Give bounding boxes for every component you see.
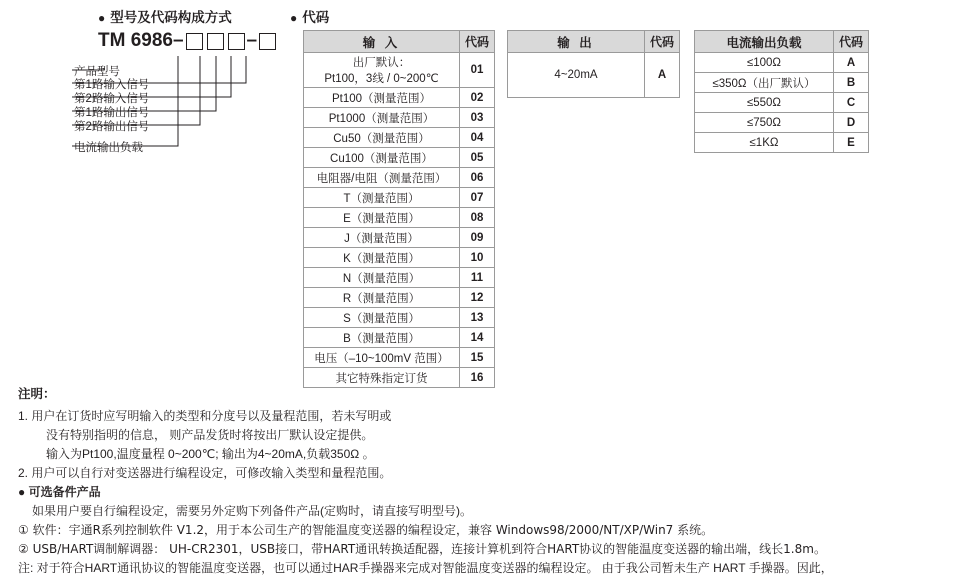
input-row-name: Pt1000（测量范围） [304,108,460,128]
table-row [304,208,495,228]
model-label-4: 第2路输出信号 [74,121,150,133]
table-row [695,53,869,73]
model-label-1: 第1路输入信号 [74,79,150,91]
load-row-name: ≤350Ω（出厂默认） [695,73,834,93]
bullet-icon: ● [290,11,298,25]
table-row [304,188,495,208]
table-row [304,328,495,348]
input-row-name: Pt100（测量范围） [304,88,460,108]
load-row-code: B [834,73,869,93]
output-row-code: A [645,53,680,98]
input-row-name: N（测量范围） [304,268,460,288]
model-code-line [98,30,278,52]
output-header-code: 代码 [645,31,680,53]
model-box-1[interactable] [186,33,203,50]
optional-item-2: ② USB/HART调制解调器： UH-CR2301，USB接口，带HART通讯转换适配器，连接计算机到符合HART协议的智能温度变送器的输出端，线长1.8m。 [18,542,826,556]
input-row-code: 01 [460,53,495,88]
input-row-name: J（测量范围） [304,228,460,248]
load-row-code: A [834,53,869,73]
model-label-2: 第2路输入信号 [74,93,150,105]
input-row-name: R（测量范围） [304,288,460,308]
model-label-0: 产品型号 [74,66,120,78]
optional-parts-title-label: 可选备件产品 [28,485,101,499]
load-row-code: D [834,113,869,133]
table-row [304,53,495,88]
bullet-icon: ● [98,11,106,25]
table-row [304,348,495,368]
table-row [304,228,495,248]
optional-item-1: ① 软件：宇通R系列控制软件 V1.2，用于本公司生产的智能温度变送器的编程设定，兼容 Windows98/2000/NT/XP/Win7 系统。 [18,523,714,537]
model-code-composition [98,30,278,52]
note-1-line-2: 没有特别指明的信息， 则产品发货时将按出厂默认设定提供。 [46,428,374,442]
input-row-name: Cu100（测量范围） [304,148,460,168]
model-label-5: 电流输出负载 [74,142,143,154]
input-row-code: 09 [460,228,495,248]
model-leader-diagram [60,56,320,166]
input-row-code: 10 [460,248,495,268]
input-row-code: 16 [460,368,495,388]
notes-title: 注明： [18,387,56,401]
input-row-name: 电压（–10~100mV 范围） [304,348,460,368]
model-label-3: 第1路输出信号 [74,107,150,119]
section-heading-code-label: 代码 [302,10,330,25]
model-dash: – [246,30,258,51]
model-box-4[interactable] [259,33,276,50]
optional-parts-intro: 如果用户要自行编程设定，需要另外定购下列备件产品(定购时，请直接写明型号)。 [32,504,472,518]
input-row-name: S（测量范围） [304,308,460,328]
load-row-code: C [834,93,869,113]
load-table-body [695,31,869,153]
input-row-code: 12 [460,288,495,308]
input-row-code: 14 [460,328,495,348]
table-row [304,108,495,128]
table-header-row [508,31,680,53]
input-row-name: 出厂默认： Pt100，3线 / 0~200℃ [304,53,460,88]
table-row [304,128,495,148]
input-row-code: 13 [460,308,495,328]
input-row-code: 15 [460,348,495,368]
optional-parts-title [18,483,958,502]
input-header-name: 输 入 [304,31,460,53]
note-2: 2. 用户可以自行对变送器进行编程设定，可修改输入类型和量程范围。 [18,466,392,480]
table-row [508,53,680,98]
current-output-load-table [694,30,869,153]
output-code-table [507,30,680,98]
input-code-table [303,30,495,388]
input-row-name: E（测量范围） [304,208,460,228]
input-row-code: 07 [460,188,495,208]
input-row-code: 02 [460,88,495,108]
input-header-code: 代码 [460,31,495,53]
section-heading-model-label: 型号及代码构成方式 [110,10,232,25]
input-row-name: B（测量范围） [304,328,460,348]
section-heading-model [98,6,232,26]
section-heading-code [290,6,329,26]
input-row-code: 05 [460,148,495,168]
input-row-code: 11 [460,268,495,288]
output-header-name: 输 出 [508,31,645,53]
table-row [304,268,495,288]
load-row-code: E [834,133,869,153]
table-row [304,148,495,168]
output-row-name: 4~20mA [508,53,645,98]
input-row-name: 其它特殊指定订货 [304,368,460,388]
table-row [304,288,495,308]
note-1-line-1: 1. 用户在订货时应写明输入的类型和分度号以及量程范围，若未写明或 [18,409,392,423]
note-1-line-3: 输入为Pt100,温度量程 0~200℃; 输出为4~20mA,负载350Ω 。 [46,447,375,461]
table-header-row [695,31,869,53]
table-row [695,93,869,113]
load-header-name: 电流输出负载 [695,31,834,53]
input-row-code: 03 [460,108,495,128]
model-box-2[interactable] [207,33,224,50]
model-prefix: TM 6986– [98,30,184,51]
load-row-name: ≤100Ω [695,53,834,73]
input-row-name: Cu50（测量范围） [304,128,460,148]
input-row-name: K（测量范围） [304,248,460,268]
table-row [304,88,495,108]
input-row-name: 电阻器/电阻（测量范围） [304,168,460,188]
input-table-body [304,31,495,388]
output-table-body [508,31,680,98]
input-row-name: T（测量范围） [304,188,460,208]
load-row-name: ≤1KΩ [695,133,834,153]
input-row-code: 06 [460,168,495,188]
table-header-row [304,31,495,53]
notes-section [18,385,958,578]
table-row [304,168,495,188]
table-row [304,248,495,268]
table-row [695,73,869,93]
table-row [304,308,495,328]
input-row-code: 04 [460,128,495,148]
table-row [695,133,869,153]
load-row-name: ≤550Ω [695,93,834,113]
optional-item-3: 注: 对于符合HART通讯协议的智能温度变送器，也可以通过HAR手操器来完成对智能温度变送器的编程设定。 由于我公司暂未生产 HART 手操器。因此， [18,561,833,575]
load-row-name: ≤750Ω [695,113,834,133]
table-row [695,113,869,133]
load-header-code: 代码 [834,31,869,53]
bullet-icon: ● [18,485,26,499]
input-row-code: 08 [460,208,495,228]
model-box-3[interactable] [228,33,245,50]
